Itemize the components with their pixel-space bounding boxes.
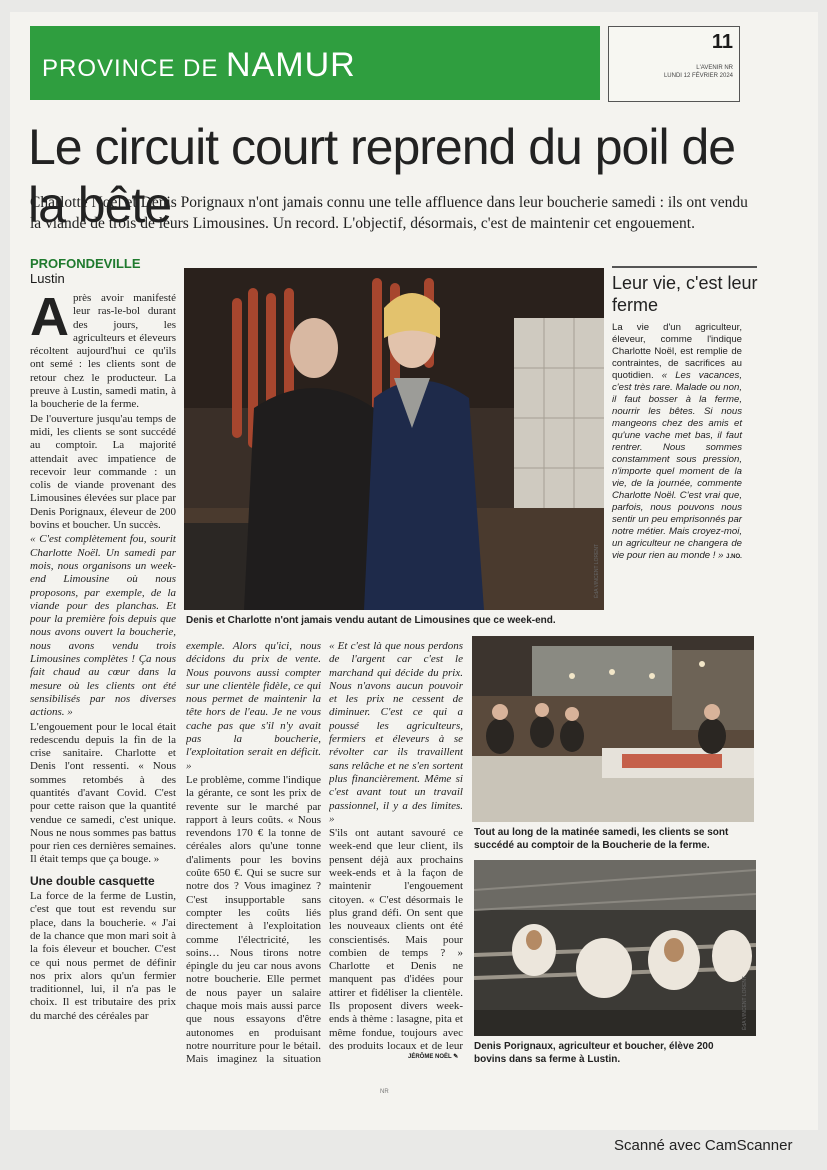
article-lead: Charlotte Noël et Denis Porignaux n'ont jamais connu une telle affluence dans leur boucherie samedi : ils ont vendu la viande de trois de leurs Limousines. Un record. L'objectif, désormais, c'est de maintenir cet engouement. xyxy=(30,194,748,232)
main-photo-caption: Denis et Charlotte n'ont jamais vendu autant de Limousines que ce week-end. xyxy=(186,615,556,626)
dropcap: A xyxy=(30,292,69,347)
dateline xyxy=(30,256,141,286)
sidebar-title: Leur vie, c'est leur ferme xyxy=(612,273,758,315)
dateline-village: Lustin xyxy=(30,271,65,286)
butcher-couple-photo xyxy=(184,268,604,610)
cattle-barn-photo xyxy=(474,860,756,1036)
shop-photo xyxy=(472,636,754,822)
article-column-1 xyxy=(30,292,176,1072)
page-footer-mark: NR xyxy=(380,1089,389,1095)
col3-para-b: S'ils ont autant savouré ce week-end que leur client, ils pensent déjà aux prochains week-ends et à la façon de maintenir l'engouement citoyen. « C'est désormais le plus grand défi. On sent que les nouveaux clients ont été conscientisés. Mais pour combien de temps ? » Charlotte et Denis ne manquent pas d'idées pour attirer et fidéliser la clientèle. Ils proposent divers week-ends à thème : lasagne, pita et même fondue, toujours avec des produits locaux et de leur xyxy=(329,827,463,1050)
page-number: 11 xyxy=(711,31,733,53)
section-title xyxy=(42,46,356,85)
subhead: Une double casquette xyxy=(30,873,155,888)
dateline-commune: PROFONDEVILLE xyxy=(30,256,141,271)
sidebar-quote: « Les vacances, c'est très rare. Malade ou non, il faut bosser à la ferme, nourrir les bêtes. Si nous mangeons chez des amis et qu'une vache met bas, il faut rentrer. Nous sommes constamment sous pression, n'importe quel moment de la vie, de la journée, commente Charlotte Noël. C'est vrai que, parfois, nous pouvons nous sentir un peu emprisonnés par notre métier. Mais croyez-moi, un agriculteur ne changera de vie pour rien au monde ! » xyxy=(612,370,742,561)
section-prefix: PROVINCE DE xyxy=(42,55,219,82)
article-author: JÉRÔME NOËL ✎ xyxy=(408,1054,459,1060)
issue-date: LUNDI 12 FÉVRIER 2024 xyxy=(663,73,733,79)
article-column-2 xyxy=(186,640,321,1065)
section-name: NAMUR xyxy=(226,46,356,84)
col1-para-a: près avoir manifesté leur ras-le-bol durant des jours, les agriculteurs et éleveurs récoltent aujourd'hui ce qu'ils ont semé : les clients sont de retour chez le producteur. La preuve à Lustin, samedi matin, à la boucherie de la ferme. xyxy=(30,292,176,411)
col2-para-b: Le problème, comme l'indique la gérante, ce sont les prix de revente sur le marché par rapport à leurs coûts. « Nous revendons 170 € la tonne de céréales alors qu'une tonne d'aliments pour les bovins coûte 650 €. Qui se sucre sur notre dos ? Vous imaginez ? C'est insupportable sans compter les coûts liés directement à l'exploitation comme l'électricité, les soins… Nous tirons notre épingle du jeu car nous avons notre boucherie. Elle permet de nous payer un salaire chaque mois mais aussi parce que nous essayons d'être autonomes en produisant notre nourriture pour le bétail. Mais imaginez la situation xyxy=(186,773,321,1065)
main-photo xyxy=(184,268,604,610)
col1-quote-c: « C'est complètement fou, sourit Charlotte Noël. Un samedi par mois, nous organisons un week-end Limousine où nous proposons, par exemple, de la viande pour des planchas. Et pour la première fois depuis que nous avons ouvert la boucherie, nous avons vendu trois Limousines complètes ! Ça nous fait chaud au cœur dans la mesure où les clients ont été sensibilisés par nos diverses actions. » xyxy=(30,533,176,719)
section-banner xyxy=(30,26,600,100)
scanner-watermark: Scanné avec CamScanner xyxy=(614,1137,793,1154)
article-title: Le circuit court reprend du poil de la bête xyxy=(28,119,736,233)
col2-quote-a: exemple. Alors qu'ici, nous décidons du prix de vente. Nous pouvons aussi compter sur une clientèle fidèle, ce qui nous permet de maintenir la tête hors de l'eau. Je ne vous cache pas que s'il n'y avait pas la boucherie, l'exploitation serait en déficit. » xyxy=(186,640,321,772)
sidebar-intro: La vie d'un agriculteur, éleveur, comme l'indique Charlotte Noël, est remplie de contraintes, de sacrifices au quotidien. xyxy=(612,322,742,381)
sidebar-rule xyxy=(612,266,757,268)
page-info-box xyxy=(608,26,740,102)
barn-photo-caption: Denis Porignaux, agriculteur et boucher, élève 200 bovins dans sa ferme à Lustin. xyxy=(474,1041,714,1065)
sidebar-body xyxy=(612,322,742,563)
butcher-shop-photo xyxy=(472,636,754,822)
barn-photo-credit: ÉdA VINCENT LORENT xyxy=(742,975,748,1030)
sidebar-signature: J.NO. xyxy=(726,554,742,560)
col1-para-b: De l'ouverture jusqu'au temps de midi, les clients se sont succédé au comptoir. La majorité attendait avec impatience de recevoir leur commande : un colis de viande provenant des Limousines élevées sur place par Denis Porignaux, éleveur de 200 bovins et boucher. Un succès. xyxy=(30,412,176,532)
col1-para-d: L'engouement pour le local était redescendu depuis la fin de la crise sanitaire. Charlotte et Denis l'ont ressenti. « Nous sommes retombés à des quantités d'avant Covid. C'est pour cette raison que la quantité vendue ce samedi, c'est unique. Nous ne nous sommes pas battus pour rien ces dernières semaines. Il était temps que ça bouge. » xyxy=(30,720,176,866)
barn-photo xyxy=(474,860,756,1036)
shop-photo-caption: Tout au long de la matinée samedi, les clients se sont succédé au comptoir de la Boucherie de la ferme. xyxy=(474,827,729,851)
edition-line: L'AVENIR NR xyxy=(696,65,733,71)
col1-para-e: La force de la ferme de Lustin, c'est que tout est revendu sur place, dans la boucherie. « J'ai de la chance que mon mari soit à la fois éleveur et boucher. C'est ce qui nous permet de définir nos prix alors qu'un fermier traditionnel, lui, il n'a pas le choix. Il est tributaire des prix du marché des céréales par xyxy=(30,890,176,1022)
main-photo-credit: ÉdA VINCENT LORENT xyxy=(594,543,600,598)
article-column-3 xyxy=(329,640,463,1050)
col3-quote-a: « Et c'est là que nous perdons de l'argent car c'est le marchand qui décide du prix. Nous n'avons aucun pouvoir et les prix ne cessent de diminuer. C'est ce qui a poussé les agriculteurs, fermiers et éleveurs à se révolter car ils travaillent sans relâche et ne s'en sortent plus financièrement. Même si c'est avant tout un travail passionnel, il y a des limites. » xyxy=(329,640,463,825)
